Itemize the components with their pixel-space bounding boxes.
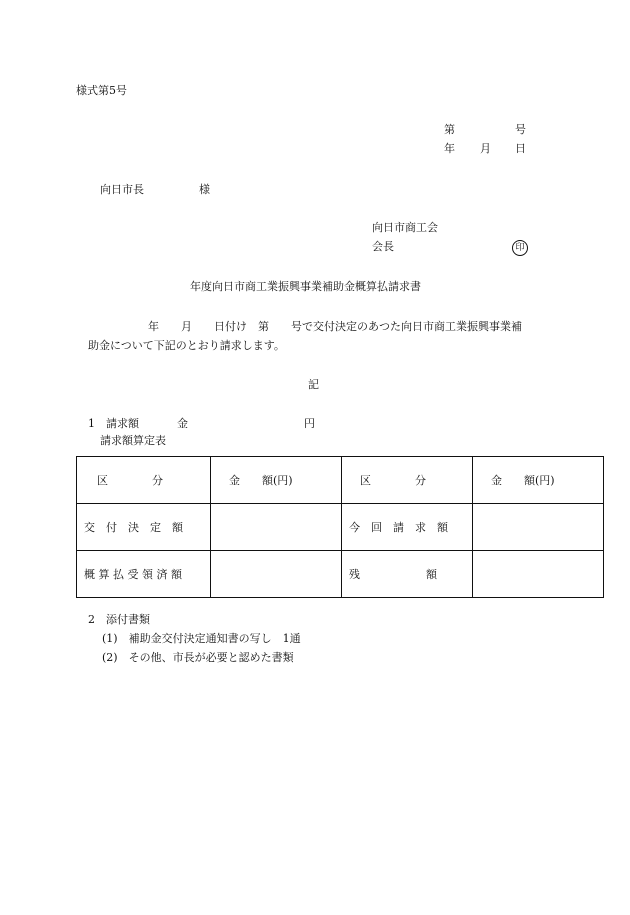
table-row <box>77 551 604 598</box>
table-header-cell: 区 分 <box>342 457 473 504</box>
form-number: 様式第5号 <box>76 84 127 97</box>
sender-organization: 向日市商工会 <box>372 221 438 234</box>
item-request-amount <box>88 417 315 431</box>
table-cell <box>473 504 604 551</box>
table-cell <box>211 504 342 551</box>
table-cell: 今 回 請 求 額 <box>342 504 473 551</box>
document-date <box>444 142 526 156</box>
table-cell: 残 額 <box>342 551 473 598</box>
request-amount-label: 1 請求額 <box>88 417 139 430</box>
attachment-item: (2) その他、市長が必要と認めた書類 <box>102 651 294 664</box>
ki-heading: 記 <box>308 378 319 391</box>
date-year: 年 <box>444 142 455 155</box>
table-cell: 交 付 決 定 額 <box>77 504 211 551</box>
table-caption: 請求額算定表 <box>100 434 166 447</box>
document-number-prefix: 第 <box>444 123 455 136</box>
kin-label: 金 <box>177 417 188 430</box>
date-day: 日 <box>515 142 526 155</box>
table-row <box>77 504 604 551</box>
table-header-row <box>77 457 604 504</box>
body-line-2: 助金について下記のとおり請求します。 <box>88 339 285 352</box>
document-number-suffix: 号 <box>515 123 526 136</box>
body-line-1: 年 月 日付け 第 号で交付決定のあつた向日市商工業振興事業補 <box>148 320 522 333</box>
table-header-cell: 金 額(円) <box>211 457 342 504</box>
yen-label: 円 <box>304 417 315 430</box>
sender-representative: 会長 <box>372 240 394 253</box>
table-cell <box>473 551 604 598</box>
request-calculation-table <box>76 456 604 598</box>
table-cell: 概 算 払 受 領 済 額 <box>77 551 211 598</box>
document-title: 年度向日市商工業振興事業補助金概算払請求書 <box>190 280 421 293</box>
table-cell <box>211 551 342 598</box>
document-number <box>444 123 526 137</box>
seal-mark: 印 <box>512 240 528 256</box>
item-attachments: 2 添付書類 <box>88 613 150 626</box>
table-header-cell: 区 分 <box>77 457 211 504</box>
addressee: 向日市長 様 <box>100 183 210 196</box>
table-header-cell: 金 額(円) <box>473 457 604 504</box>
attachment-item: (1) 補助金交付決定通知書の写し 1通 <box>102 632 301 645</box>
date-month: 月 <box>480 142 491 155</box>
